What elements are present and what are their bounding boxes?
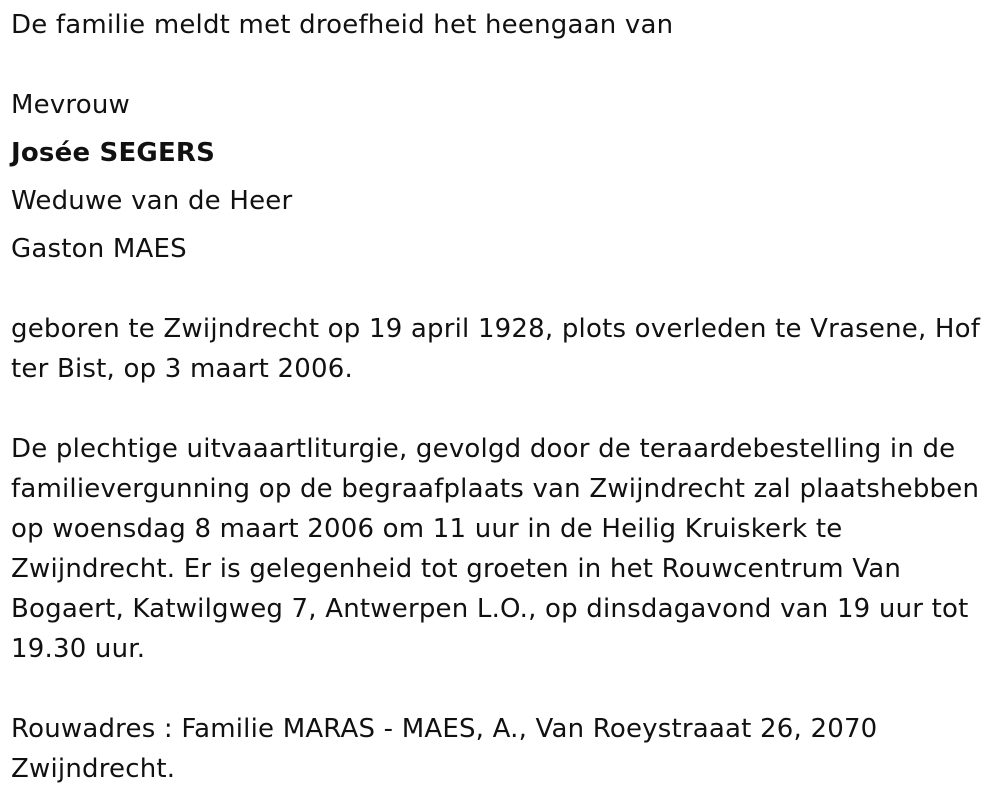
deceased-name: Josée SEGERS — [11, 138, 216, 168]
funeral-line-4: Zwijndrecht. Er is gelegenheid tot groeten in het Rouwcentrum Van — [11, 554, 902, 584]
address-line-1: Rouwadres : Familie MARAS - MAES, A., Van Roeystraaat 26, 2070 — [11, 714, 878, 744]
address-line-2: Zwijndrecht. — [11, 754, 176, 784]
funeral-line-1: De plechtige uitvaaartliturgie, gevolgd door de teraardebestelling in de — [11, 434, 956, 464]
intro-text: De familie meldt met droefheid het heengaan van — [11, 10, 674, 40]
spouse-name: Gaston MAES — [11, 234, 187, 264]
birth-death-line-2: ter Bist, op 3 maart 2006. — [11, 354, 353, 384]
funeral-line-6: 19.30 uur. — [11, 634, 146, 664]
funeral-line-5: Bogaert, Katwilgweg 7, Antwerpen L.O., op dinsdagavond van 19 uur tot — [11, 594, 969, 624]
funeral-line-3: op woensdag 8 maart 2006 om 11 uur in de Heilig Kruiskerk te — [11, 514, 843, 544]
birth-death-line-1: geboren te Zwijndrecht op 19 april 1928, plots overleden te Vrasene, Hof — [11, 314, 981, 344]
funeral-line-2: familievergunning op de begraafplaats van Zwijndrecht zal plaatshebben — [11, 474, 980, 504]
title-text: Mevrouw — [11, 90, 130, 120]
relation-text: Weduwe van de Heer — [11, 186, 293, 216]
